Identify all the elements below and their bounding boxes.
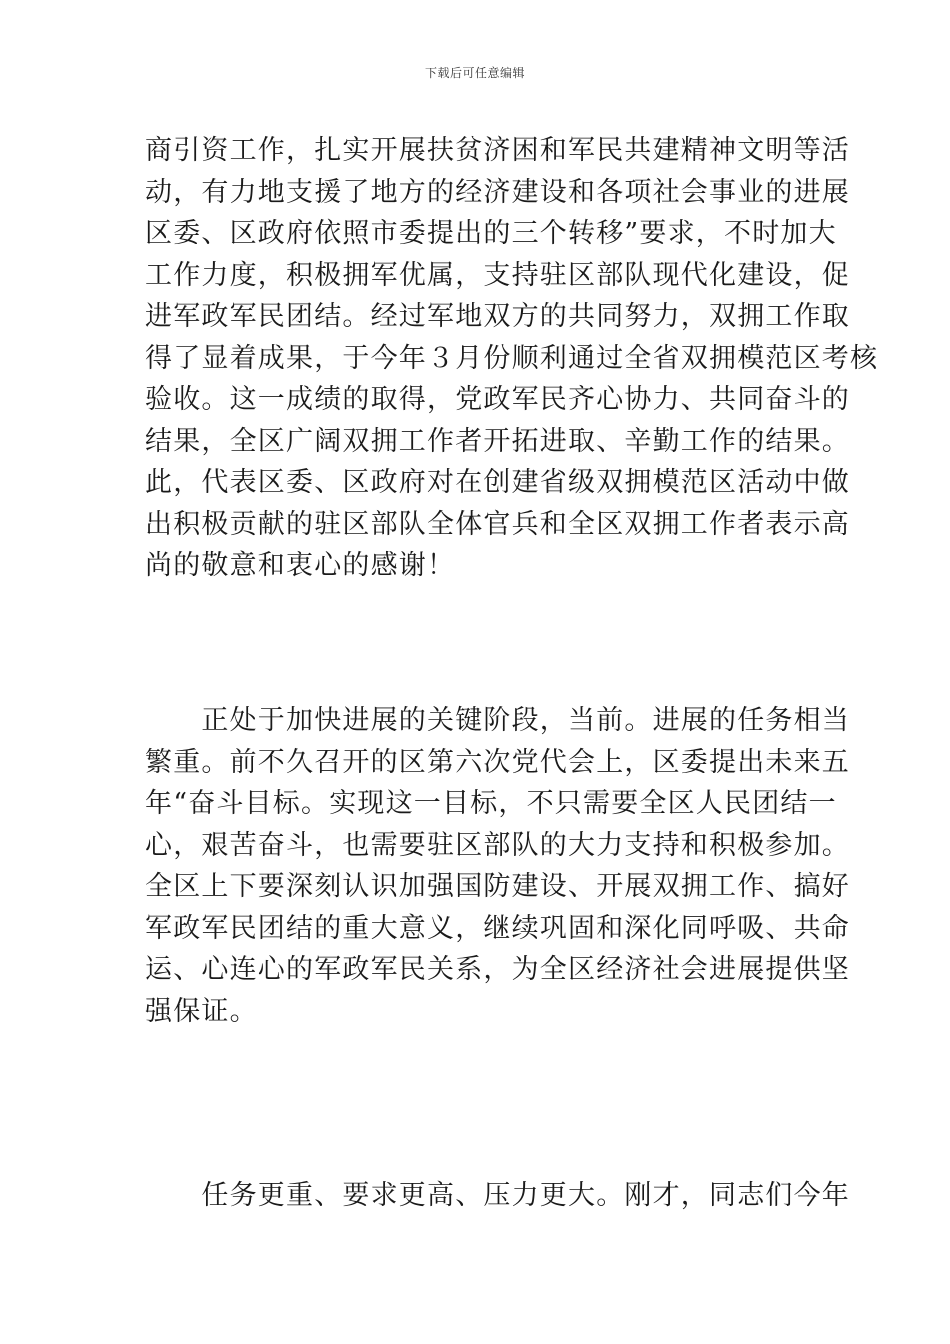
text-line: 验收。这一成绩的取得，党政军民齐心协力、共同奋斗的 (145, 384, 850, 415)
text-line: 结果，全区广阔双拥工作者开拓进取、辛勤工作的结果。 (145, 425, 850, 457)
text-line: 工作力度，积极拥军优属，支持驻区部队现代化建设，促 (145, 259, 850, 291)
text-line: 年“奋斗目标。实现这一目标，不只需要全区人民团结一 (145, 788, 837, 819)
text-line: 正处于加快进展的关键阶段，当前。进展的任务相当 (145, 705, 850, 736)
text-line: 繁重。前不久召开的区第六次党代会上，区委提出未来五 (145, 746, 850, 778)
text-line: 强保证。 (145, 995, 258, 1027)
text-line: 商引资工作，扎实开展扶贫济困和军民共建精神文明等活 (145, 135, 850, 166)
text-line: 尚的敬意和衷心的感谢！ (145, 550, 456, 581)
paragraph-2 (145, 700, 850, 1032)
paragraph-1 (145, 130, 879, 587)
text-line: 出积极贡献的驻区部队全体官兵和全区双拥工作者表示高 (145, 508, 850, 540)
text-line: 心，艰苦奋斗，也需要驻区部队的大力支持和积极参加。 (145, 829, 850, 861)
text-line: 军政军民团结的重大意义，继续巩固和深化同呼吸、共命 (145, 912, 850, 944)
text-line: 全区上下要深刻认识加强国防建设、开展双拥工作、搞好 (145, 871, 850, 902)
text-line: 运、心连心的军政军民关系，为全区经济社会进展提供坚 (145, 954, 850, 985)
text-line: 区委、区政府依照市委提出的三个转移”要求，不时加大 (145, 218, 837, 249)
paragraph-3 (145, 1175, 850, 1217)
text-line: 得了显着成果，于今年３月份顺利通过全省双拥模范区考核 (145, 342, 879, 374)
page-header: 下载后可任意编辑 (424, 66, 525, 80)
text-line: 进军政军民团结。经过军地双方的共同努力，双拥工作取 (145, 301, 850, 332)
text-line: 动，有力地支援了地方的经济建设和各项社会事业的进展 (145, 176, 850, 208)
text-line: 任务更重、要求更高、压力更大。刚才，同志们今年 (145, 1180, 850, 1211)
text-line: 此，代表区委、区政府对在创建省级双拥模范区活动中做 (145, 467, 850, 498)
